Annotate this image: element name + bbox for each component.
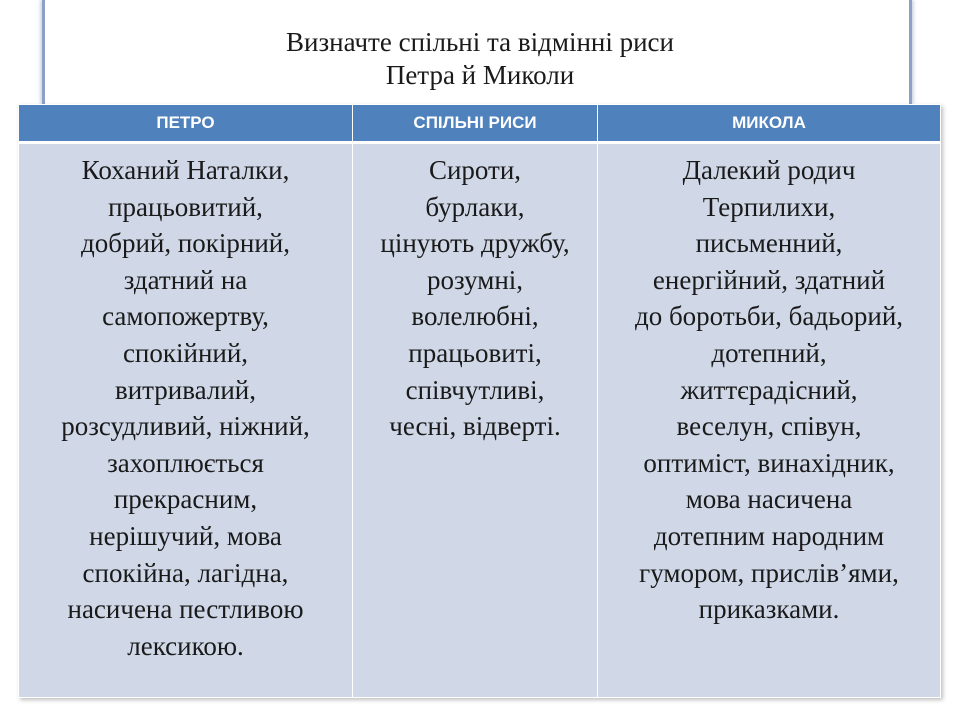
header-common-traits: СПІЛЬНІ РИСИ xyxy=(353,105,598,143)
text-line: волелюбні, xyxy=(411,301,539,332)
text-line: розумні, xyxy=(426,264,524,295)
traits-table xyxy=(18,104,941,698)
text-line: Терпилихи, xyxy=(702,191,836,222)
text-line: життєрадісний, xyxy=(680,374,858,405)
common-traits-text xyxy=(357,152,593,445)
table-row xyxy=(19,143,941,698)
text-line: до боротьби, бадьорий, xyxy=(634,301,904,332)
header-mykola: МИКОЛА xyxy=(598,105,941,143)
text-line: Далекий родич xyxy=(682,155,856,185)
text-line: гумором, прислів’ями, xyxy=(639,557,899,588)
petro-traits-text xyxy=(23,152,348,664)
text-line: насичена пестливою xyxy=(67,594,304,625)
text-line: Коханий Наталки, xyxy=(81,155,290,185)
header-petro: ПЕТРО xyxy=(19,105,353,143)
text-line: дотепним народним xyxy=(653,520,885,551)
title-line-1: Визначте спільні та відмінні риси xyxy=(286,27,674,57)
text-line: співчутливі, xyxy=(405,374,545,405)
text-line: письменний, xyxy=(695,228,843,259)
text-line: прекрасним, xyxy=(113,484,258,515)
text-line: дотепний, xyxy=(711,337,827,368)
text-line: веселун, співун, xyxy=(676,411,862,442)
text-line: нерішучий, мова xyxy=(89,520,282,551)
text-line: захоплюється xyxy=(107,447,264,478)
cell-petro xyxy=(19,143,353,698)
text-line: оптиміст, винахідник, xyxy=(643,447,895,478)
text-line: спокійна, лагідна, xyxy=(82,557,289,588)
text-line: самопожертву, xyxy=(102,301,269,332)
slide-title xyxy=(0,26,960,92)
cell-mykola xyxy=(598,143,941,698)
mykola-traits-text xyxy=(602,152,936,628)
text-line: працьовиті, xyxy=(408,337,542,368)
text-line: цінують дружбу, xyxy=(380,228,570,259)
text-line: лексикою. xyxy=(127,630,244,661)
text-line: приказками. xyxy=(698,594,840,625)
cell-common-traits xyxy=(353,143,598,698)
text-line: мова насичена xyxy=(685,484,853,515)
table-header-row xyxy=(19,105,941,143)
text-line: Сироти, xyxy=(428,155,522,185)
text-line: працьовитий, xyxy=(108,191,263,222)
text-line: бурлаки, xyxy=(425,191,525,222)
text-line: енергійний, здатний xyxy=(652,264,886,295)
text-line: здатний на xyxy=(123,264,248,295)
text-line: добрий, покірний, xyxy=(80,228,291,259)
title-line-2: Петра й Миколи xyxy=(385,60,575,90)
text-line: розсудливий, ніжний, xyxy=(61,411,310,442)
text-line: чесні, відверті. xyxy=(389,411,561,442)
text-line: спокійний, xyxy=(122,337,249,368)
text-line: витривалий, xyxy=(114,374,256,405)
